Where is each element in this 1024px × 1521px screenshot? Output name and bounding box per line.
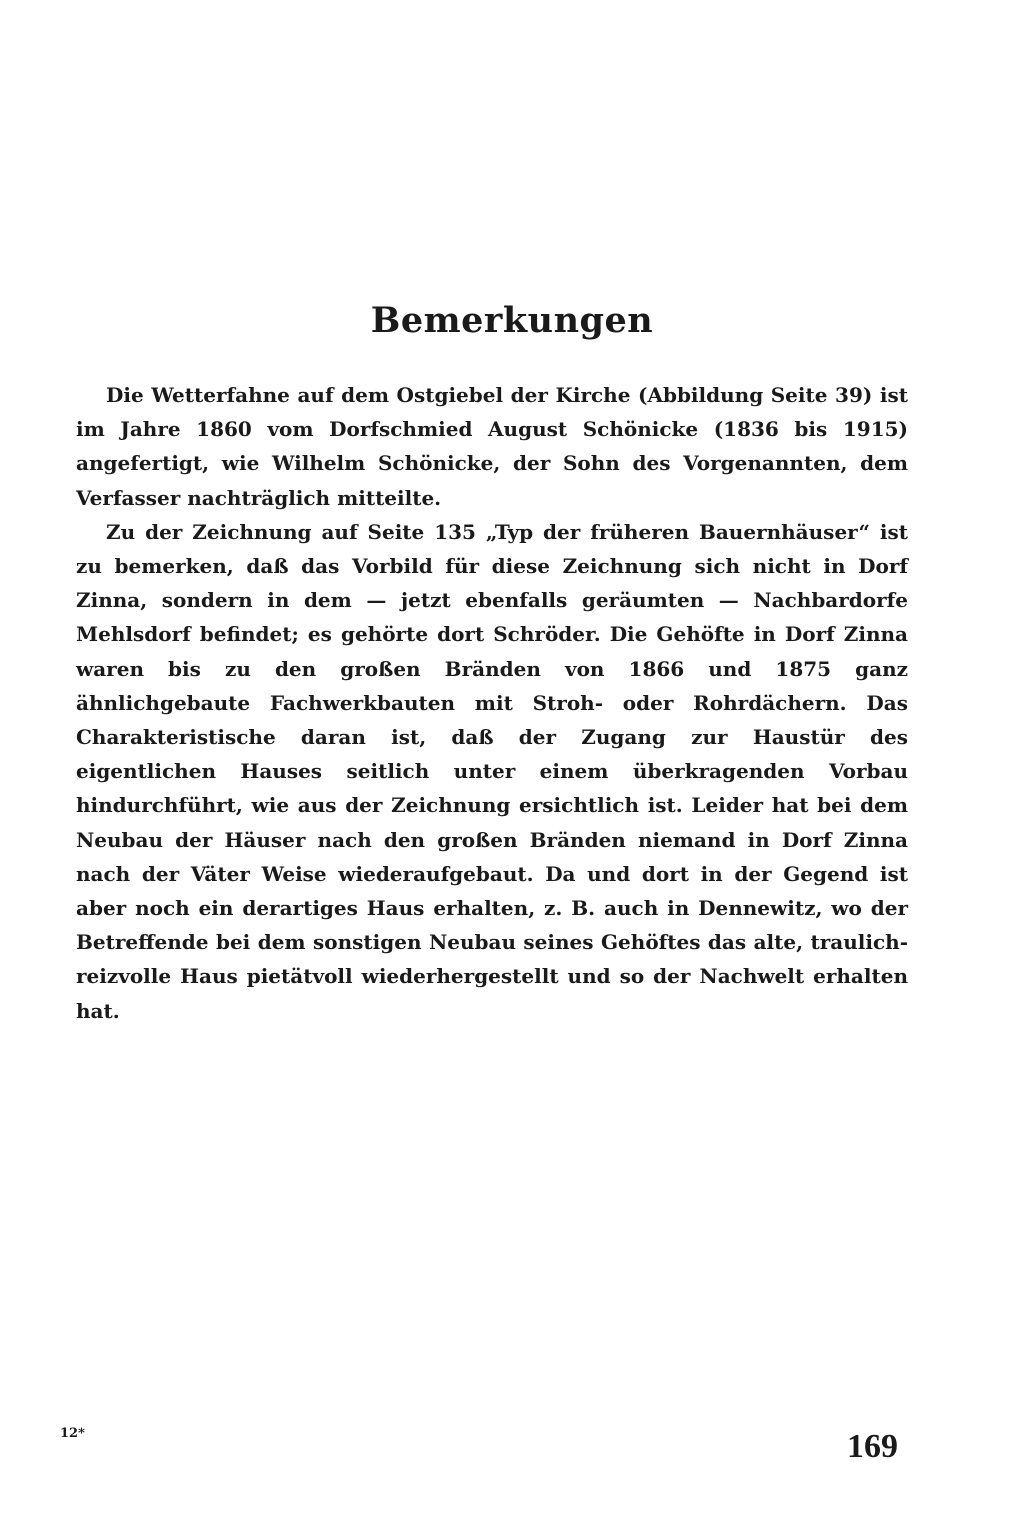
page-number: 169: [847, 1428, 898, 1465]
signature-mark: 12*: [60, 1426, 85, 1441]
paragraph-weathervane: Die Wetterfahne auf dem Ostgiebel der Kirche (Abbildung Seite 39) ist im Jahre 1860 vom Dorfschmied August Schönicke (1836 bis 1915) angefertigt, wie Wilhelm Schönicke, der Sohn des Vorgenannten, dem Verfasser nachträglich mitteilte.: [76, 383, 908, 510]
page-heading: Bemerkungen: [370, 300, 654, 341]
paragraph-farmhouse-drawing: Zu der Zeichnung auf Seite 135 „Typ der früheren Bauernhäuser“ ist zu bemerken, daß das Vorbild für diese Zeichnung sich nicht in Dorf Zinna, sondern in dem — jetzt ebenfalls geräumten — Nachbardorfe Mehlsdorf befindet; es gehörte dort Schröder. Die Gehöfte in Dorf Zinna waren bis zu den großen Bränden von 1866 und 1875 ganz ähnlichgebaute Fachwerkbauten mit Stroh- oder Rohrdächern. Das Charakteristische daran ist, daß der Zugang zur Haustür des eigentlichen Hauses seitlich unter einem überkragenden Vorbau hindurchführt, wie aus der Zeichnung ersichtlich ist. Leider hat bei dem Neubau der Häuser nach den großen Bränden niemand in Dorf Zinna nach der Väter Weise wiederaufgebaut. Da und dort in der Gegend ist aber noch ein derartiges Haus erhalten, z. B. auch in Dennewitz, wo der Betreffende bei dem sonstigen Neubau seines Gehöftes das alte, traulich-reizvolle Haus pietätvoll wiederhergestellt und so der Nachwelt erhalten hat.: [76, 519, 908, 1023]
body-text: [76, 378, 908, 1028]
